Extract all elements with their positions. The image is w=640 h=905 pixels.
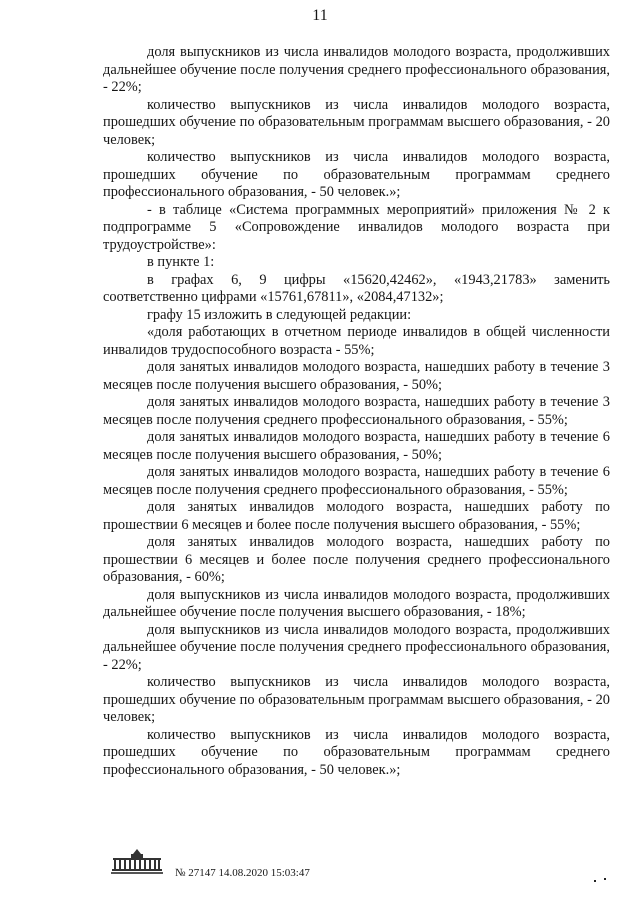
paragraph: количество выпускников из числа инвалидов молодого возраста, прошедших обучение по образовательным программам среднего профессионального образования, - 50 человек.»; (103, 726, 610, 778)
paragraph: в графах 6, 9 цифры «15620,42462», «1943,21783» заменить соответственно цифрами «15761,67811», «2084,47132»; (103, 271, 610, 305)
paragraph: доля занятых инвалидов молодого возраста, нашедших работу по прошествии 6 месяцев и более после получения высшего образования, - 55%; (103, 499, 610, 533)
paragraph: количество выпускников из числа инвалидов молодого возраста, прошедших обучение по образовательным программам высшего образования, - 20 человек; (103, 674, 610, 725)
paragraph: доля занятых инвалидов молодого возраста, нашедших работу в течение 6 месяцев после получения высшего образования, - 50%; (103, 429, 610, 463)
document-body (103, 44, 610, 779)
scan-speck (604, 878, 606, 880)
paragraph: доля занятых инвалидов молодого возраста, нашедших работу в течение 6 месяцев после получения среднего профессионального образования, - 55%; (103, 464, 610, 498)
paragraph: графу 15 изложить в следующей редакции: (147, 306, 412, 323)
paragraph: «доля работающих в отчетном периоде инвалидов в общей численности инвалидов трудоспособного возраста - 55%; (103, 324, 610, 358)
scan-speck (594, 880, 596, 882)
paragraph: доля занятых инвалидов молодого возраста, нашедших работу в течение 3 месяцев после получения высшего образования, - 50%; (103, 359, 610, 393)
paragraph: в пункте 1: (147, 254, 215, 270)
parliament-building-logo-icon (109, 848, 165, 876)
paragraph: - в таблице «Система программных мероприятий» приложения № 2 к подпрограмме 5 «Сопровождение инвалидов молодого возраста при трудоустройстве»: (103, 201, 610, 253)
paragraph: количество выпускников из числа инвалидов молодого возраста, прошедших обучение по образовательным программам среднего профессионального образования, - 50 человек.»; (103, 149, 610, 200)
paragraph: доля занятых инвалидов молодого возраста, нашедших работу по прошествии 6 месяцев и более после получения среднего профессионального образования, - 60%; (103, 534, 610, 585)
paragraph: доля выпускников из числа инвалидов молодого возраста, продолживших дальнейшее обучение после получения среднего профессионального образования, - 22%; (103, 621, 610, 673)
registration-stamp: № 27147 14.08.2020 15:03:47 (175, 867, 310, 879)
paragraph: доля занятых инвалидов молодого возраста, нашедших работу в течение 3 месяцев после получения среднего профессионального образования, - 55%; (103, 394, 610, 428)
paragraph: доля выпускников из числа инвалидов молодого возраста, продолживших дальнейшее обучение после получения среднего профессионального образования, - 22%; (103, 44, 610, 95)
footer (109, 848, 529, 888)
paragraph: доля выпускников из числа инвалидов молодого возраста, продолживших дальнейшее обучение после получения высшего образования, - 18%; (103, 586, 610, 620)
page-number: 11 (312, 7, 328, 24)
paragraph: количество выпускников из числа инвалидов молодого возраста, прошедших обучение по образовательным программам высшего образования, - 20 человек; (103, 96, 610, 148)
